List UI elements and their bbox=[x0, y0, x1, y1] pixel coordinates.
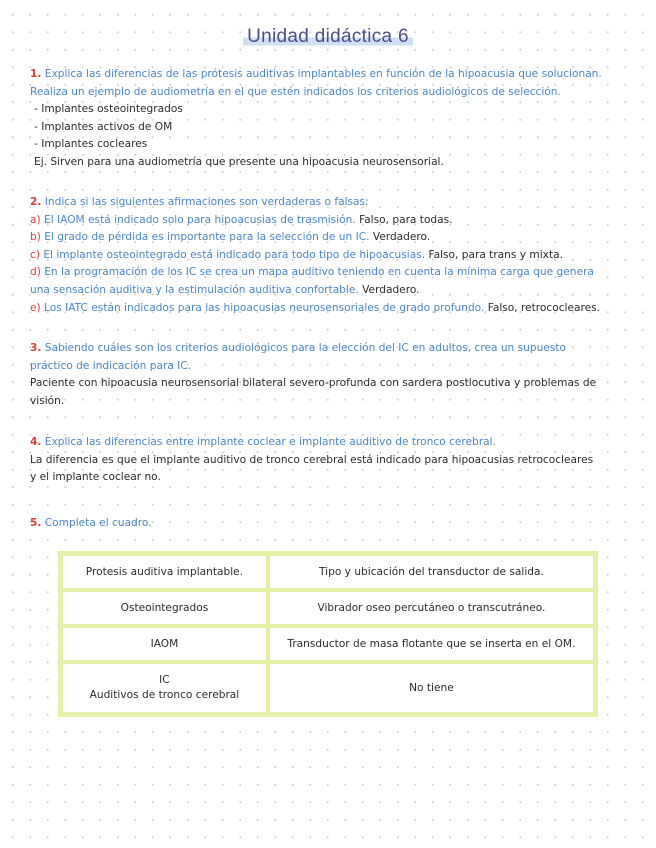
q4-answer-line2: y el implante coclear no. bbox=[30, 471, 161, 484]
page-title: Unidad didáctica 6 bbox=[0, 26, 656, 48]
table-cell: No tiene bbox=[268, 662, 595, 714]
q1-list-item: - Implantes osteointegrados bbox=[34, 103, 183, 116]
q2-item-e: e) Los IATC están indicados para las hipoacusias neurosensoriales de grado profundo. Falso, retrococleares. bbox=[30, 301, 601, 314]
q2-text: Indica si las siguientes afirmaciones son verdaderas o falsas: bbox=[44, 196, 369, 208]
question-1: 1. Explica las diferencias de las prótesis auditivas implantables en función de la hipoacusia que solucionan. Realiza un ejemplo de audiometría en el que estén indicados los criterios audiológicos de selección. - Implantes osteointegrados - Implantes activos de OM - Implantes cocleares Ej. Sirven para una audiometría que presente una hipoacusia neurosensorial. bbox=[30, 66, 642, 172]
implant-table bbox=[58, 551, 598, 717]
q5-text: Completa el cuadro. bbox=[44, 517, 152, 529]
q1-list-item: - Implantes activos de OM bbox=[34, 120, 173, 133]
q1-text-line2: Realiza un ejemplo de audiometría en el que estén indicados los criterios audiológicos de selección. bbox=[30, 85, 561, 98]
table-cell: Protesis auditiva implantable. bbox=[61, 554, 268, 590]
table-cell: IAOM bbox=[61, 626, 268, 662]
q4-text: Explica las diferencias entre implante coclear e implante auditivo de tronco cerebral. bbox=[44, 436, 496, 448]
q1-text-line1: Explica las diferencias de las prótesis auditivas implantables en función de la hipoacusia que solucionan. bbox=[44, 68, 602, 80]
table-cell: IC Auditivos de tronco cerebral bbox=[61, 662, 268, 714]
table-row bbox=[61, 554, 595, 590]
q4-answer-line1: La diferencia es que el implante auditivo de tronco cerebral está indicado para hipoacusias retrococleares bbox=[30, 453, 594, 466]
table-cell: Tipo y ubicación del transductor de salida. bbox=[268, 554, 595, 590]
q2-item-d: d) En la programación de los IC se crea un mapa auditivo teniendo en cuenta la mínima carga que genera bbox=[30, 266, 594, 279]
question-3: 3. Sabiendo cuáles son los criterios audiológicos para la elección del IC en adultos, crea un supuesto práctico de indicación para IC. Paciente con hipoacusia neurosensorial bilateral severo-profunda con sardera postlocutiva y problemas de visión. bbox=[30, 340, 642, 410]
q3-answer-line2: visión. bbox=[30, 394, 65, 407]
q1-example: Ej. Sirven para una audiometría que presente una hipoacusia neurosensorial. bbox=[34, 155, 444, 168]
q2-item-b: b) El grado de pérdida es importante para la selección de un IC. Verdadero. bbox=[30, 231, 431, 244]
question-2: 2. Indica si las siguientes afirmaciones son verdaderas o falsas: a) El IAOM está indicado solo para hipoacusias de trasmisión. Falso, para todas. b) El grado de pérdida es importante para la selección de un IC. Verdadero. c) El implante osteointegrado está indicado para todo tipo de hipoacusias. Falso, para trans y mixta. d) En la programación de los IC se crea un mapa auditivo teniendo en cuenta la mínima carga que genera una sensación auditiva y la estimulación auditiva confortable. Verdadero. e) Los IATC están indicados para las hipoacusias neurosensoriales de grado profundo. Falso, retrococleares. bbox=[30, 194, 642, 317]
question-4: 4. Explica las diferencias entre implante coclear e implante auditivo de tronco cerebral. La diferencia es que el implante auditivo de tronco cerebral está indicado para hipoacusias retrococleares y el implante coclear no. bbox=[30, 434, 642, 487]
table-row bbox=[61, 626, 595, 662]
q3-answer-line1: Paciente con hipoacusia neurosensorial bilateral severo-profunda con sardera postlocutiva y problemas de bbox=[30, 377, 597, 390]
table-cell: Vibrador oseo percutáneo o transcutráneo. bbox=[268, 590, 595, 626]
table-cell: Osteointegrados bbox=[61, 590, 268, 626]
q2-item-d-cont: una sensación auditiva y la estimulación auditiva confortable. Verdadero. bbox=[30, 283, 420, 296]
q2-item-a: a) El IAOM está indicado solo para hipoacusias de trasmisión. Falso, para todas. bbox=[30, 213, 453, 226]
question-5: 5. Completa el cuadro. bbox=[30, 517, 152, 529]
table-row bbox=[61, 662, 595, 714]
q1-list-item: - Implantes cocleares bbox=[34, 138, 148, 151]
table-row bbox=[61, 590, 595, 626]
q3-text-line1: Sabiendo cuáles son los criterios audiológicos para la elección del IC en adultos, crea un supuesto bbox=[44, 342, 566, 354]
table-cell: Transductor de masa flotante que se inserta en el OM. bbox=[268, 626, 595, 662]
q2-item-c: c) El implante osteointegrado está indicado para todo tipo de hipoacusias. Falso, para trans y mixta. bbox=[30, 248, 563, 261]
q3-text-line2: práctico de indicación para IC. bbox=[30, 359, 192, 372]
